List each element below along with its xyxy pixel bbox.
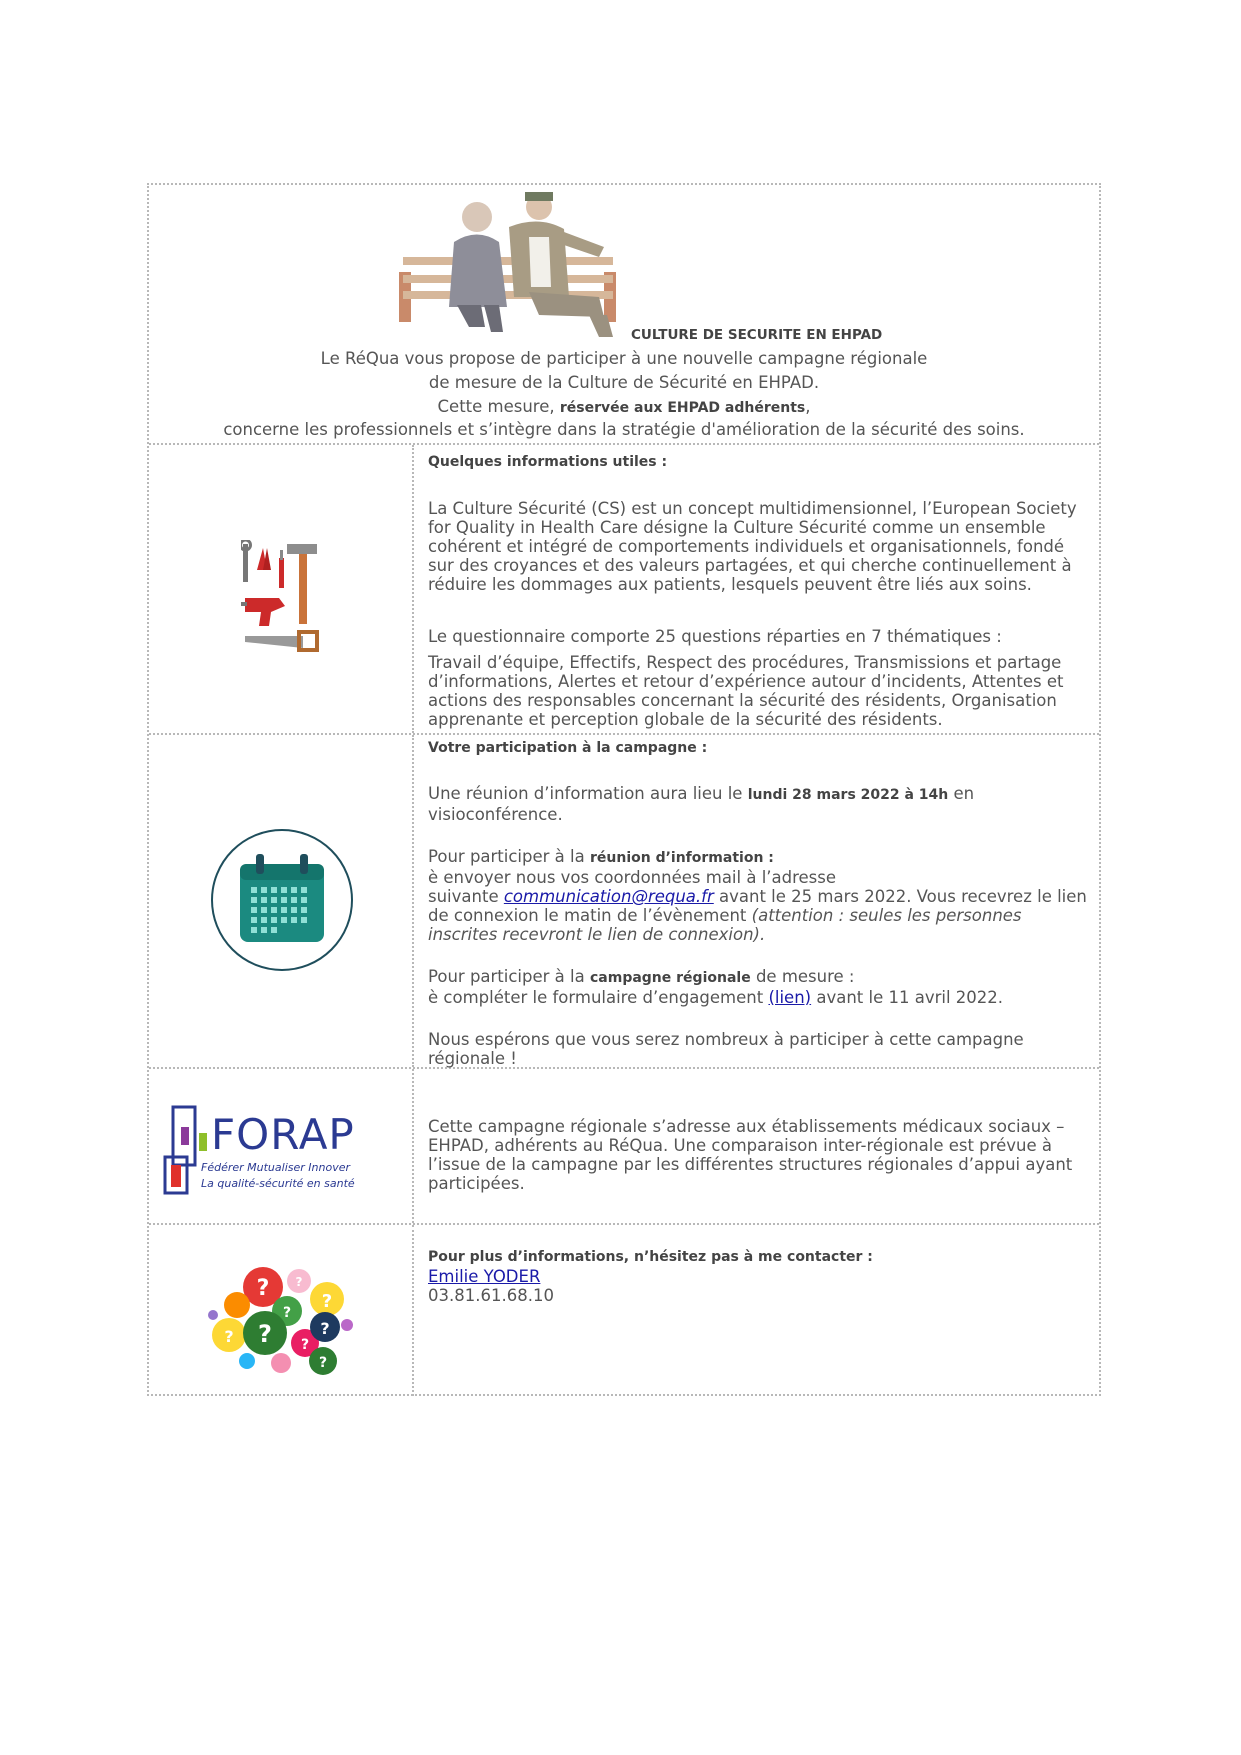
contact-phone: 03.81.61.68.10	[428, 1286, 554, 1305]
participation-text-cell	[428, 739, 1093, 1068]
elderly-couple-illustration	[399, 187, 629, 339]
contact-name-line	[428, 1267, 1093, 1286]
closing-text: Nous espérons que vous serez nombreux à participer à cette campagne régionale !	[428, 1030, 1024, 1068]
info-paragraph-1: La Culture Sécurité (CS) est un concept multidimensionnel, l’European Society for Quality in Health Care désigne la Culture Sécurité comme un ensemble cohérent et intégré de comportements individuels et organisationnels, fondé sur des croyances et des valeurs partagées, et qui cherche continuellement à réduire les dommages aux patients, lesquels peuvent être liés aux soins.	[428, 499, 1077, 594]
participation-heading: Votre participation à la campagne :	[428, 740, 708, 756]
contact-heading: Pour plus d’informations, n’hésitez pas à me contacter :	[428, 1249, 873, 1265]
contact-row	[149, 1225, 1099, 1396]
svg-text:?: ?	[320, 1319, 330, 1338]
forap-description: Cette campagne régionale s’adresse aux établissements médicaux sociaux – EHPAD, adhérents au RéQua. Une comparaison inter-régionale est prévue à l’issue de la campagne par les différentes structures régionales d’appui ayant participées.	[428, 1117, 1073, 1193]
question-marks-icon	[207, 1265, 357, 1377]
forap-logo-text: FORAP	[211, 1110, 355, 1159]
forap-tagline-1: Fédérer Mutualiser Innover	[201, 1161, 350, 1174]
forap-row	[149, 1069, 1099, 1225]
email-link[interactable]: communication@requa.fr	[503, 887, 714, 906]
info-heading: Quelques informations utiles :	[428, 454, 668, 470]
newsletter-table	[147, 183, 1101, 1396]
info-paragraph-3: Travail d’équipe, Effectifs, Respect des procédures, Transmissions et partage d’informations, Alertes et retour d’expérience autour d’incidents, Attentes et actions des responsables concernant la sécurité des résidents, Organisation apprenante et perception globale de la sécurité des résidents.	[428, 653, 1064, 729]
forap-text-cell	[428, 1117, 1093, 1193]
tools-icon	[241, 540, 323, 658]
svg-text:?: ?	[300, 1337, 310, 1353]
meeting-info: Une réunion d’information aura lieu le lundi 28 mars 2022 à 14h en visioconférence.	[428, 784, 975, 824]
contact-image-cell	[149, 1225, 414, 1396]
info-image-cell	[149, 445, 414, 733]
participation-row	[149, 735, 1099, 1069]
svg-text:?: ?	[256, 1276, 270, 1301]
svg-text:?: ?	[321, 1291, 333, 1312]
header-line-4: concerne les professionnels et s’intègre dans la stratégie d'amélioration de la sécurité des soins.	[223, 420, 1025, 439]
svg-text:?: ?	[295, 1275, 303, 1289]
contact-name-link[interactable]: Emilie YODER	[428, 1267, 541, 1286]
registration-info: Pour participer à la réunion d’information : è envoyer nous vos coordonnées mail à l’adresse suivante communication@requa.fr avant le 25 mars 2022. Vous recevrez le lien de connexion le matin de l’évènement (attention : seules les personnes inscrites recevront le lien de connexion).	[428, 847, 1087, 944]
header-title: CULTURE DE SECURITE EN EHPAD	[631, 327, 883, 343]
campaign-info: Pour participer à la campagne régionale de mesure : è compléter le formulaire d’engagement (lien) avant le 11 avril 2022.	[428, 967, 1004, 1007]
forap-tagline-2: La qualité-sécurité en santé	[201, 1177, 355, 1190]
forap-logo-cell	[149, 1069, 414, 1223]
header-line-3: Cette mesure, réservée aux EHPAD adhérents,	[437, 397, 811, 416]
engagement-form-link[interactable]: (lien)	[768, 988, 812, 1007]
header-row	[149, 185, 1099, 445]
header-intro	[149, 347, 1099, 440]
info-text-cell	[428, 453, 1093, 729]
header-line-2: de mesure de la Culture de Sécurité en EHPAD.	[428, 373, 820, 392]
svg-text:?: ?	[318, 1355, 328, 1371]
svg-text:?: ?	[282, 1305, 292, 1321]
svg-text:?: ?	[258, 1320, 272, 1348]
calendar-icon	[209, 827, 355, 973]
svg-text:?: ?	[224, 1327, 234, 1346]
info-paragraph-2: Le questionnaire comporte 25 questions réparties en 7 thématiques :	[428, 627, 1002, 646]
info-row	[149, 445, 1099, 735]
participation-image-cell	[149, 735, 414, 1067]
forap-logo	[163, 1105, 373, 1199]
contact-text-cell	[428, 1248, 1093, 1305]
header-line-1: Le RéQua vous propose de participer à une nouvelle campagne régionale	[320, 349, 928, 368]
